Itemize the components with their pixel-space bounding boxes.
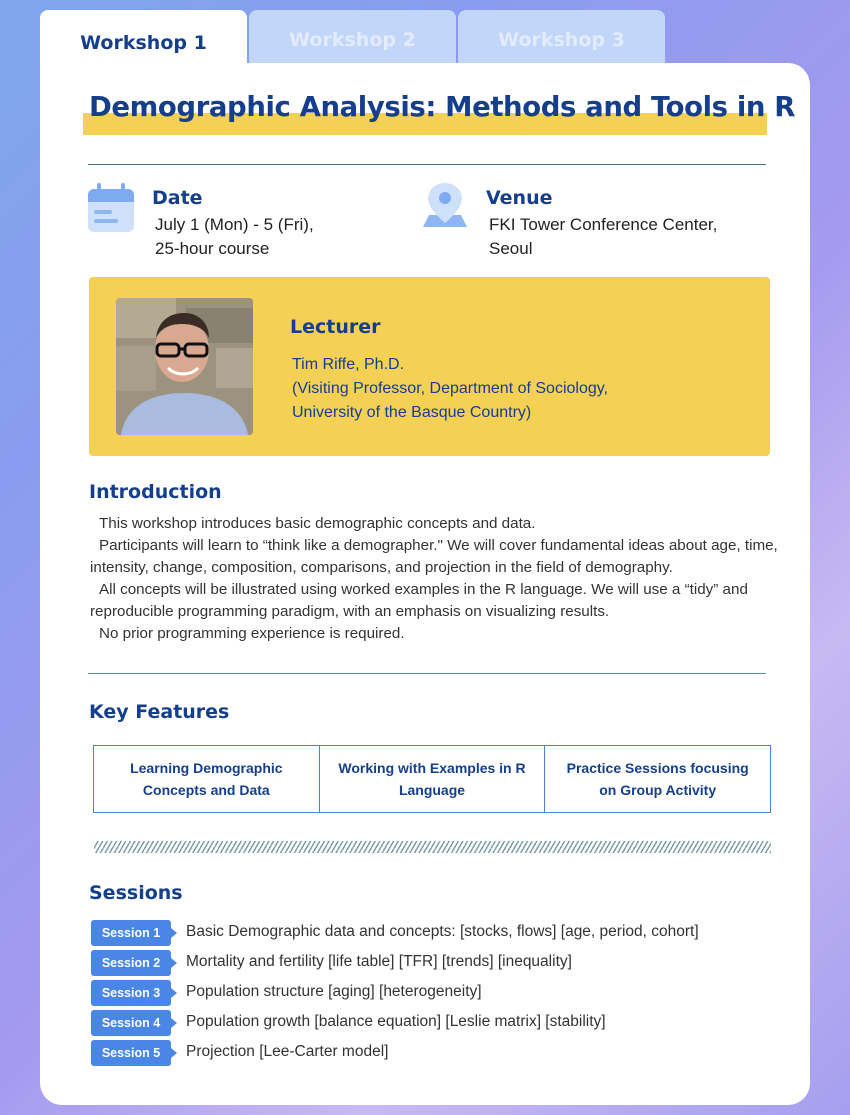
date-line-1: July 1 (Mon) - 5 (Fri), (155, 215, 314, 234)
feature-item (94, 746, 319, 812)
tab-workshop-3[interactable]: Workshop 3 (458, 10, 665, 64)
divider (88, 673, 766, 674)
introduction-heading: Introduction (89, 481, 222, 503)
session-description: Population structure [aging] [heterogeneity] (186, 983, 482, 1000)
introduction-text (90, 513, 780, 645)
feature-line: Working with Examples in R (338, 760, 526, 776)
feature-line: Language (398, 782, 466, 798)
session-badge[interactable]: Session 5 (91, 1040, 171, 1066)
tab-workshop-1[interactable]: Workshop 1 (40, 10, 247, 70)
date-line-2: 25-hour course (155, 239, 270, 258)
venue-heading: Venue (486, 187, 553, 209)
venue-line-2: Seoul (489, 239, 533, 258)
feature-line: Concepts and Data (142, 782, 270, 798)
feature-item (544, 746, 770, 812)
session-row (91, 980, 751, 1010)
map-pin-icon (423, 181, 467, 229)
divider (88, 164, 766, 165)
session-badge[interactable]: Session 4 (91, 1010, 171, 1036)
intro-paragraph: Participants will learn to “think like a demographer." We will cover fundamental ideas about age, time, intensity, change, composition, comparisons, and projection in the field of demography. (90, 537, 778, 576)
session-row (91, 920, 751, 950)
feature-item (319, 746, 545, 812)
key-features-table (93, 745, 771, 813)
feature-line: Learning Demographic (130, 760, 283, 776)
lecturer-portrait-image (116, 298, 253, 435)
key-features-heading: Key Features (89, 701, 230, 723)
sessions-heading: Sessions (89, 882, 183, 904)
sessions-list (91, 920, 751, 1070)
lecturer-name: Tim Riffe, Ph.D. (292, 356, 405, 373)
tab-workshop-2[interactable]: Workshop 2 (249, 10, 456, 64)
venue-text (489, 213, 717, 261)
venue-line-1: FKI Tower Conference Center, (489, 215, 718, 234)
session-description: Projection [Lee-Carter model] (186, 1043, 389, 1060)
intro-paragraph: This workshop introduces basic demographic concepts and data. (99, 515, 536, 532)
lecturer-heading: Lecturer (290, 316, 381, 338)
session-description: Basic Demographic data and concepts: [stocks, flows] [age, period, cohort] (186, 923, 699, 940)
lecturer-affiliation-1: (Visiting Professor, Department of Sociology, (292, 380, 608, 397)
lecturer-details (292, 353, 608, 425)
lecturer-affiliation-2: University of the Basque Country) (292, 404, 532, 421)
feature-line: on Group Activity (599, 782, 717, 798)
intro-paragraph: No prior programming experience is required. (99, 625, 405, 642)
date-heading: Date (152, 187, 203, 209)
intro-paragraph: All concepts will be illustrated using worked examples in the R language. We will use a “tidy” and reproducible programming paradigm, with an emphasis on visualizing results. (90, 581, 748, 620)
page-title: Demographic Analysis: Methods and Tools in R (89, 91, 795, 123)
calendar-icon (87, 183, 135, 233)
workshop-card (40, 63, 810, 1105)
session-row (91, 1040, 751, 1070)
feature-line: Practice Sessions focusing (566, 760, 749, 776)
session-badge[interactable]: Session 1 (91, 920, 171, 946)
session-badge[interactable]: Session 3 (91, 980, 171, 1006)
session-row (91, 1010, 751, 1040)
session-description: Population growth [balance equation] [Leslie matrix] [stability] (186, 1013, 606, 1030)
session-description: Mortality and fertility [life table] [TFR] [trends] [inequality] (186, 953, 572, 970)
date-text (155, 213, 314, 261)
hatched-divider (94, 841, 771, 853)
title-block (83, 91, 795, 139)
lecturer-box (89, 277, 770, 456)
lecturer-photo (116, 298, 253, 435)
session-row (91, 950, 751, 980)
session-badge[interactable]: Session 2 (91, 950, 171, 976)
